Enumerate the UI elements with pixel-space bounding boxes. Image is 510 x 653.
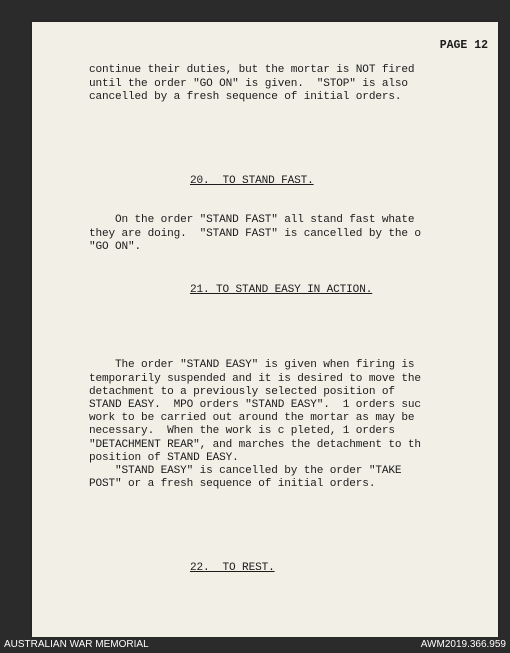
paragraph-stand-easy: The order "STAND EASY" is given when firing is temporarily suspended and it is desired to move the detachment to a previously selected position of STAND EASY. MPO orders "STAND EASY". 1 orders suc work to be carried out around the mortar as may be necessary. When the work is c pleted, 1 orders "DETACHMENT REAR", and marches the detachment to th position of STAND EASY. "STAND EASY" is cancelled by the order "TAKE POST" or a fresh sequence of initial orders.	[89, 359, 421, 491]
heading-stand-fast: 20. TO STAND FAST.	[190, 174, 314, 187]
document-page	[32, 22, 498, 637]
footer-accession-number: AWM2019.366.959	[420, 639, 506, 650]
footer-source: AUSTRALIAN WAR MEMORIAL	[4, 639, 149, 650]
paragraph-continuation: continue their duties, but the mortar is NOT fired until the order "GO ON" is given. "STOP" is also cancelled by a fresh sequence of initial orders.	[89, 64, 415, 103]
archive-footer	[0, 637, 510, 653]
document-body	[89, 38, 498, 637]
page-number: PAGE 12	[439, 39, 488, 52]
heading-stand-easy: 21. TO STAND EASY IN ACTION.	[190, 284, 373, 297]
paragraph-stand-fast: On the order "STAND FAST" all stand fast whate they are doing. "STAND FAST" is cancelled by the o "GO ON".	[89, 214, 421, 253]
heading-rest: 22. TO REST.	[190, 562, 275, 575]
